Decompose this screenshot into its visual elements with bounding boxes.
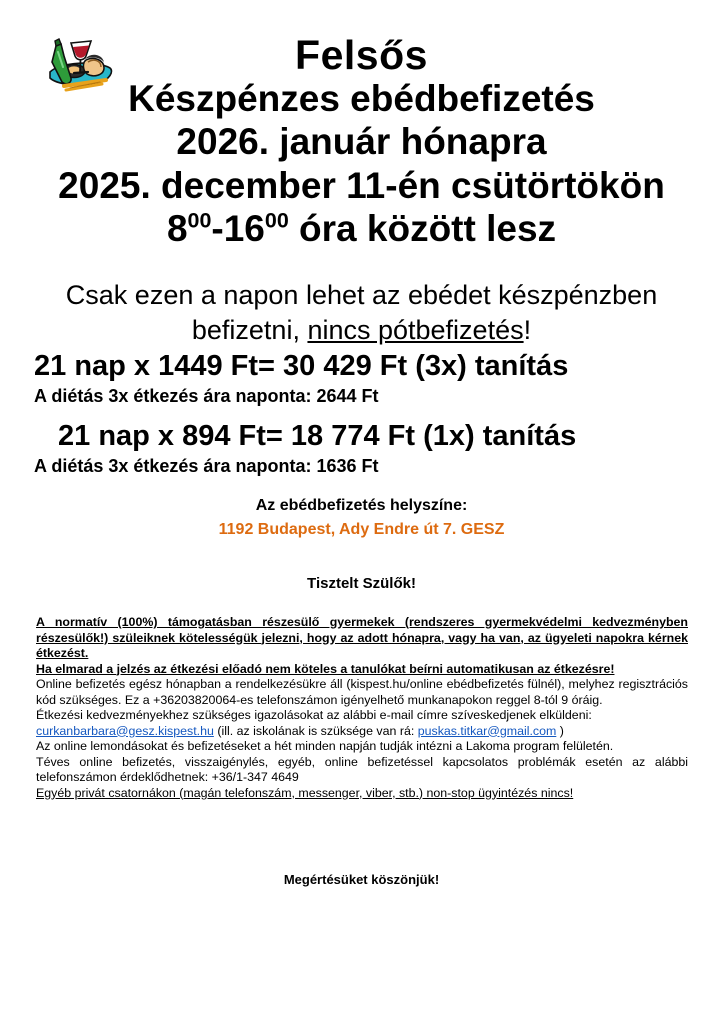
heading-line-2: 2026. január hónapra	[176, 121, 547, 163]
time-from-minutes: 00	[187, 208, 212, 233]
intro-line-2-prefix: befizetni,	[191, 314, 308, 345]
time-to-hour: 16	[223, 207, 265, 249]
time-dash: -	[211, 207, 224, 249]
paragraph-payment-problems: Téves online befizetés, visszaigénylés, egyéb, online befizetéssel kapcsolatos problémák esetén az alábbi telefonszámon érdeklődhetnek: +36/1-347 4649	[36, 754, 688, 784]
closing-line: Megértésüket köszönjük!	[283, 872, 440, 887]
time-to-minutes: 00	[264, 208, 289, 233]
paragraph-lakoma-program: Az online lemondásokat és befizetéseket a hét minden napján tudják intézni a Lakoma program felületén.	[36, 739, 614, 753]
price-spacer	[0, 409, 723, 420]
email-line-end: )	[556, 723, 564, 738]
email-link-gesz[interactable]: curkanbarbara@gesz.kispest.hu	[36, 723, 214, 738]
heading-time-line	[0, 207, 723, 250]
venue-label: Az ebédbefizetés helyszíne:	[255, 497, 468, 514]
price-1-main: 21 nap x 1449 Ft= 30 429 Ft (3x) tanítás	[34, 350, 569, 382]
poster-heading	[0, 34, 723, 250]
time-from-hour: 8	[166, 207, 188, 249]
salutation: Tisztelt Szülők!	[307, 575, 416, 592]
email-link-school[interactable]: puskas.titkar@gmail.com	[417, 723, 557, 738]
paragraph-discount-docs: Étkezési kedvezményekhez szükséges igazolásokat az alábbi e-mail címre szíveskedjenek elküldeni:	[36, 708, 592, 722]
venue-block	[0, 494, 723, 542]
paragraph-private-channels: Egyéb privát csatornákon (magán telefonszám, messenger, viber, stb.) non-stop ügyintézés nincs!	[36, 785, 574, 800]
page-title: Felsős	[295, 32, 428, 78]
email-line-middle: (ill. az iskolának is szüksége van rá:	[213, 723, 418, 738]
intro-line-1: Csak ezen a napon lehet az ebédet készpénzben	[65, 280, 658, 310]
intro-line-2-suffix: !	[523, 314, 532, 345]
heading-line-3: 2025. december 11-én csütörtökön	[58, 164, 665, 206]
venue-address: 1192 Budapest, Ady Endre út 7. GESZ	[218, 521, 505, 538]
intro-line-2	[0, 313, 723, 348]
paragraph-normative-support: A normatív (100%) támogatásban részesülő gyermekek (rendszeres gyermekvédelmi kedvezményben részesülők!) szüleiknek kötelességük jelezni, hogy az adott hónapra, vagy ha van, az ügyeleti napokra kérnek étkezést.	[36, 615, 688, 660]
price-2-main: 21 nap x 894 Ft= 18 774 Ft (1x) tanítás	[58, 420, 577, 453]
paragraph-email-line	[36, 724, 688, 740]
time-suffix: óra között lesz	[288, 207, 557, 249]
paragraph-missing-notice: Ha elmarad a jelzés az étkezési előadó nem köteles a tanulókat beírni automatikusan az étkezésre!	[36, 661, 615, 676]
price-1-sub: A diétás 3x étkezés ára naponta: 2644 Ft	[34, 386, 379, 407]
intro-paragraph	[0, 278, 723, 347]
paragraph-online-payment: Online befizetés egész hónapban a rendelkezésükre áll (kispest.hu/online ebédbefizetés fülnél), melyhez regisztrációs kód szükséges. Ez a +36203820064-es telefonszámon igényelhető munkanapokon reggel 8-tól 9 óráig.	[36, 677, 688, 707]
price-block	[0, 350, 723, 479]
intro-line-2-emphasis: nincs pótbefizetés	[307, 314, 524, 345]
body-text	[36, 615, 688, 801]
price-2-sub: A diétás 3x étkezés ára naponta: 1636 Ft	[34, 456, 379, 477]
heading-line-1: Készpénzes ebédbefizetés	[128, 78, 595, 120]
